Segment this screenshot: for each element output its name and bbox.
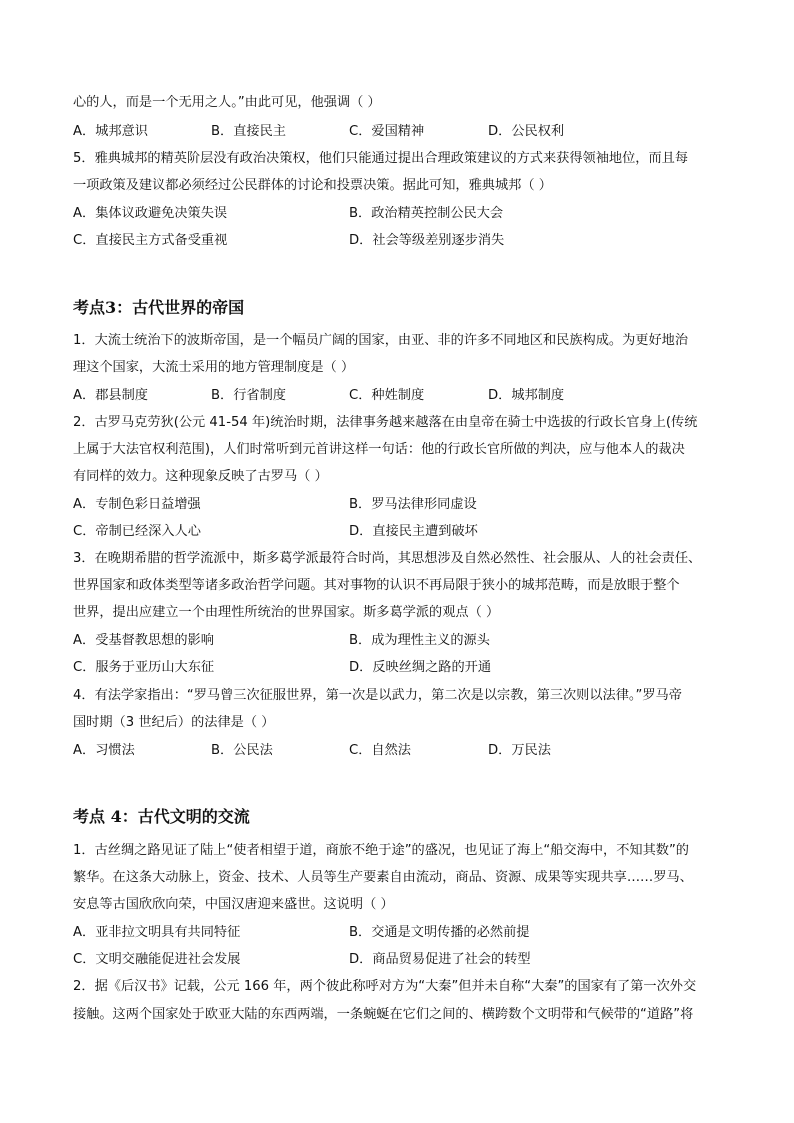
option-d: D．公民权利 xyxy=(488,124,565,139)
question-1-text: 1．古丝绸之路见证了陆上“使者相望于道，商旅不绝于途”的盛况，也见证了海上“船交海中，不知其数”的 xyxy=(73,843,689,858)
option-b: B．成为理性主义的源头 xyxy=(349,633,490,648)
option-a: A．郡县制度 xyxy=(73,388,148,403)
question-2-text: 2．古罗马克劳狄(公元 41-54 年)统治时期，法律事务越来越落在由皇帝在骑士中选拔的行政长官身上(传统 xyxy=(73,415,698,430)
question-2-text: 有同样的效力。这种现象反映了古罗马（ ） xyxy=(73,469,328,484)
question-1-text: 1．大流士统治下的波斯帝国，是一个幅员广阔的国家，由亚、非的许多不同地区和民族构成。为更好地治 xyxy=(73,333,689,348)
option-a: A．受基督教思想的影响 xyxy=(73,633,214,648)
question-5-text: 5．雅典城邦的精英阶层没有政治决策权，他们只能通过提出合理政策建议的方式来获得领袖地位，而且每 xyxy=(73,151,689,166)
option-d: D．万民法 xyxy=(488,743,551,758)
option-c: C．爱国精神 xyxy=(349,124,425,139)
question-5-text: 一项政策及建议都必须经过公民群体的讨论和投票决策。据此可知，雅典城邦（ ） xyxy=(73,178,552,193)
option-b: B．交通是文明传播的必然前提 xyxy=(349,925,530,940)
option-a: A．习惯法 xyxy=(73,743,135,758)
option-b: B．直接民主 xyxy=(211,124,286,139)
option-c: C．种姓制度 xyxy=(349,388,425,403)
question-1-text: 理这个国家，大流士采用的地方管理制度是（ ） xyxy=(73,360,355,375)
option-b: B．公民法 xyxy=(211,743,273,758)
question-text: 心的人，而是一个无用之人。”由此可见，他强调（ ） xyxy=(73,95,381,110)
question-3-text: 世界，提出应建立一个由理性所统治的世界国家。斯多葛学派的观点（ ） xyxy=(73,605,500,620)
option-b: B．罗马法律形同虚设 xyxy=(349,497,477,512)
option-d: D．社会等级差别逐步消失 xyxy=(349,233,505,248)
option-d: D．反映丝绸之路的开通 xyxy=(349,660,492,675)
option-d: D．直接民主遭到破坏 xyxy=(349,524,478,539)
question-1-text: 安息等古国欣欣向荣，中国汉唐迎来盛世。这说明（ ） xyxy=(73,897,394,912)
option-c: C．帝制已经深入人心 xyxy=(73,524,201,539)
option-a: A．城邦意识 xyxy=(73,124,148,139)
option-d: D．城邦制度 xyxy=(488,388,565,403)
option-b: B．行省制度 xyxy=(211,388,286,403)
question-3-text: 世界国家和政体类型等诸多政治哲学问题。其对事物的认识不再局限于狭小的城邦范畴，而是放眼于整个 xyxy=(73,578,680,593)
section-heading-4: 考点 4：古代文明的交流 xyxy=(73,807,250,826)
option-c: C．自然法 xyxy=(349,743,411,758)
option-c: C．文明交融能促进社会发展 xyxy=(73,952,241,967)
option-b: B．政治精英控制公民大会 xyxy=(349,206,504,221)
question-4-text: 4．有法学家指出：“罗马曾三次征服世界，第一次是以武力，第二次是以宗教，第三次则以法律。”罗马帝 xyxy=(73,688,682,703)
question-2-text: 2．据《后汉书》记载，公元 166 年，两个彼此称呼对方为“大秦”但并未自称“大秦”的国家有了第一次外交 xyxy=(73,979,697,994)
option-c: C．服务于亚历山大东征 xyxy=(73,660,215,675)
question-3-text: 3．在晚期希腊的哲学流派中，斯多葛学派最符合时尚，其思想涉及自然必然性、社会服从、人的社会责任、 xyxy=(73,551,702,566)
option-a: A．集体议政避免决策失误 xyxy=(73,206,228,221)
question-2-text: 上属于大法官权利范围)，人们时常听到元首讲这样一句话：他的行政长官所做的判决，应与他本人的裁决 xyxy=(73,442,685,457)
section-heading-3: 考点3：古代世界的帝国 xyxy=(73,298,245,317)
question-1-text: 繁华。在这条大动脉上，资金、技术、人员等生产要素自由流动，商品、资源、成果等实现共享……罗马、 xyxy=(73,870,693,885)
question-2-text: 接触。这两个国家处于欧亚大陆的东西两端，一条蜿蜒在它们之间的、横跨数个文明带和气候带的“道路”将 xyxy=(73,1007,694,1022)
option-a: A．亚非拉文明具有共同特征 xyxy=(73,925,241,940)
option-d: D．商品贸易促进了社会的转型 xyxy=(349,952,531,967)
option-c: C．直接民主方式备受重视 xyxy=(73,233,228,248)
option-a: A．专制色彩日益增强 xyxy=(73,497,201,512)
question-4-text: 国时期（3 世纪后）的法律是（ ） xyxy=(73,715,275,730)
